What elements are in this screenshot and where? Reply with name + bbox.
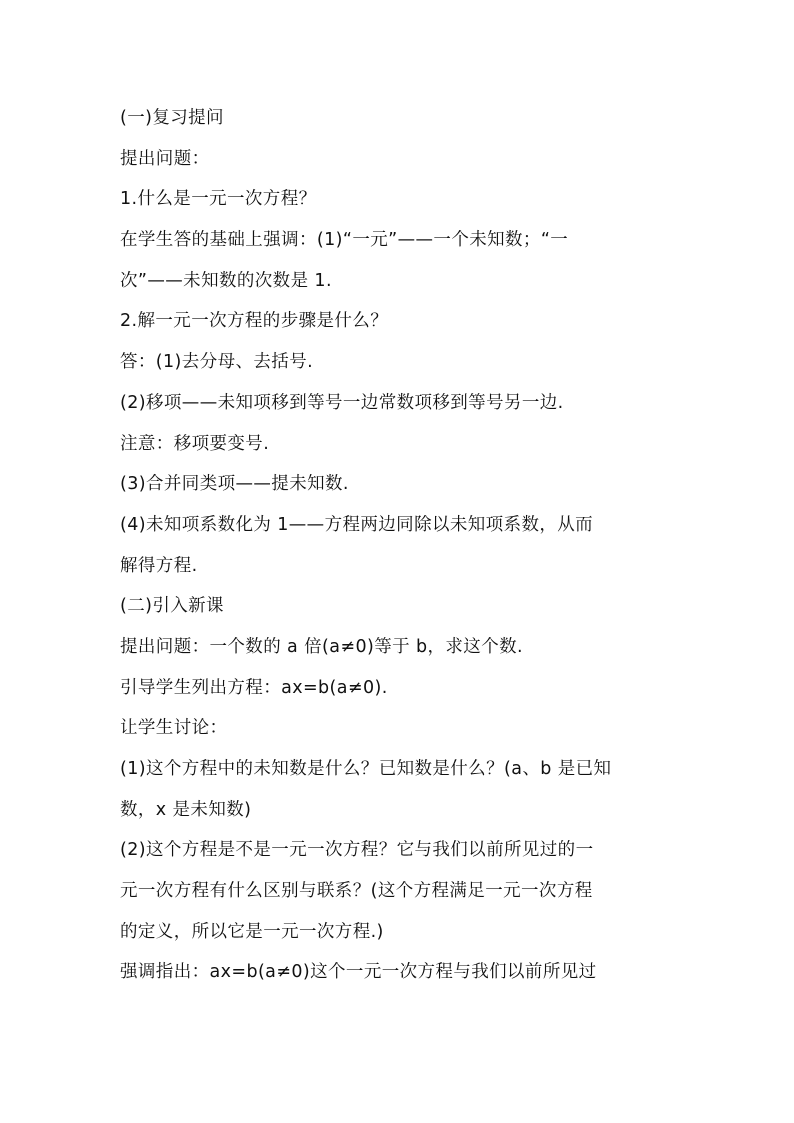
document-body bbox=[120, 98, 676, 993]
section-heading-review: (一)复习提问 bbox=[120, 108, 224, 128]
text-line: 让学生讨论： bbox=[120, 718, 228, 739]
text-line: (2)移项——未知项移到等号一边常数项移到等号另一边. bbox=[120, 392, 564, 413]
text-line: (4)未知项系数化为 1——方程两边同除以未知项系数，从而 bbox=[120, 514, 594, 535]
text-line: 提出问题：一个数的 a 倍(a≠0)等于 b，求这个数. bbox=[120, 636, 523, 657]
text-line: 的定义，所以它是一元一次方程.) bbox=[120, 921, 384, 942]
text-line: 元一次方程有什么区别与联系？(这个方程满足一元一次方程 bbox=[120, 881, 593, 902]
text-line: 在学生答的基础上强调：(1)“一元”——一个未知数；“一 bbox=[120, 230, 569, 251]
text-line: (2)这个方程是不是一元一次方程？它与我们以前所见过的一 bbox=[120, 840, 594, 861]
text-line: 强调指出：ax=b(a≠0)这个一元一次方程与我们以前所见过 bbox=[120, 962, 597, 983]
text-line: (1)这个方程中的未知数是什么？已知数是什么？(a、b 是已知 bbox=[120, 759, 612, 779]
text-line: 注意：移项要变号. bbox=[120, 433, 270, 454]
text-line: 数，x 是未知数) bbox=[120, 799, 252, 820]
text-line: 1.什么是一元一次方程？ bbox=[120, 189, 317, 210]
section-heading-new-lesson: (二)引入新课 bbox=[120, 596, 224, 617]
text-line: 2.解一元一次方程的步骤是什么？ bbox=[120, 311, 389, 332]
text-line: 答：(1)去分母、去括号. bbox=[120, 352, 314, 373]
text-line: 提出问题： bbox=[120, 148, 210, 169]
text-line: 次”——未知数的次数是 1. bbox=[120, 270, 332, 291]
text-line: 引导学生列出方程：ax=b(a≠0). bbox=[120, 677, 388, 698]
text-line: (3)合并同类项——提未知数. bbox=[120, 474, 349, 495]
text-line: 解得方程. bbox=[120, 555, 198, 576]
